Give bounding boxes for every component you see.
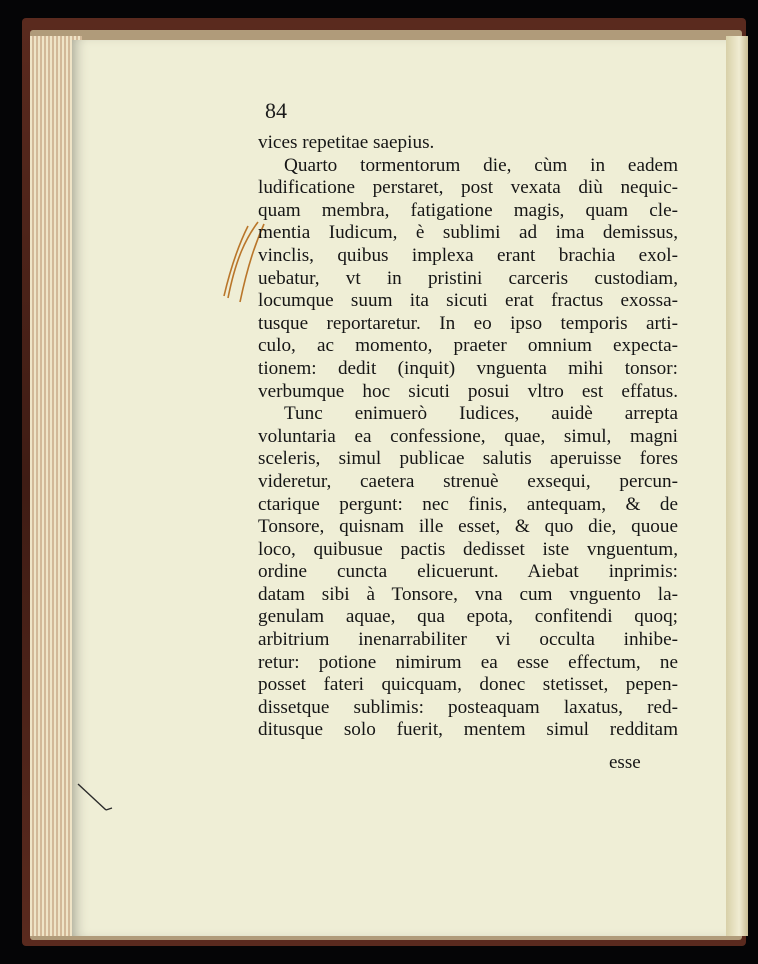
text-line: Tonsore, quisnam ille esset, & quo die, quoue [258,516,678,538]
text-line: videretur, caetera strenuè exsequi, percun- [258,470,678,492]
text-line: verbumque hoc sicuti posui vltro est effatus. [258,380,678,402]
text-line: ctarique pergunt: nec finis, antequam, & de [258,493,678,515]
text-line: datam sibi à Tonsore, vna cum vnguento la- [258,583,678,605]
text-line: genulam aquae, qua epota, confitendi quoq; [258,606,678,628]
text-line: culo, ac momento, praeter omnium expecta- [258,335,678,357]
text-line: arbitrium inenarrabiliter vi occulta inhibe- [258,629,678,651]
text-line: retur: potione nimirum ea esse effectum, ne [258,651,678,673]
facing-leaf [726,36,748,936]
text-line: vinclis, quibus implexa erant brachia exol- [258,244,678,266]
text-line: loco, quibusue pactis dedisset iste vnguentum, [258,538,678,560]
text-line: voluntaria ea confessione, quae, simul, magni [258,425,678,447]
text-line: locumque suum ita sicuti erat fractus exossa- [258,290,678,312]
text-line: tionem: dedit (inquit) vnguenta mihi tonsor: [258,357,678,379]
text-line: tusque reportaretur. In eo ipso temporis arti- [258,312,678,334]
text-line: ludificatione perstaret, post vexata diù nequic- [258,177,678,199]
text-line: vices repetitae saepius. [258,132,435,153]
text-line: dissetque sublimis: posteaquam laxatus, red- [258,696,678,718]
text-line: posset fateri quicquam, donec stetisset, pepen- [258,674,678,696]
text-line: Quarto tormentorum die, cùm in eadem [284,154,678,176]
page-number: 84 [265,98,287,123]
page-corner-mark [76,782,116,822]
text-line: ordine cuncta elicuerunt. Aiebat inprimis: [258,561,678,583]
body-text [258,132,678,742]
text-line: Tunc enimuerò Iudices, auidè arrepta [284,403,678,425]
text-line: quam membra, fatigatione magis, quam cle- [258,199,678,221]
text-line: mentia Iudicum, è sublimi ad ima demissus, [258,222,678,244]
text-line: sceleris, simul publicae salutis aperuisse fores [258,448,678,470]
catchword: esse [609,752,641,773]
text-line: uebatur, vt in pristini carceris custodiam, [258,267,678,289]
text-line: ditusque solo fuerit, mentem simul redditam [258,719,678,741]
